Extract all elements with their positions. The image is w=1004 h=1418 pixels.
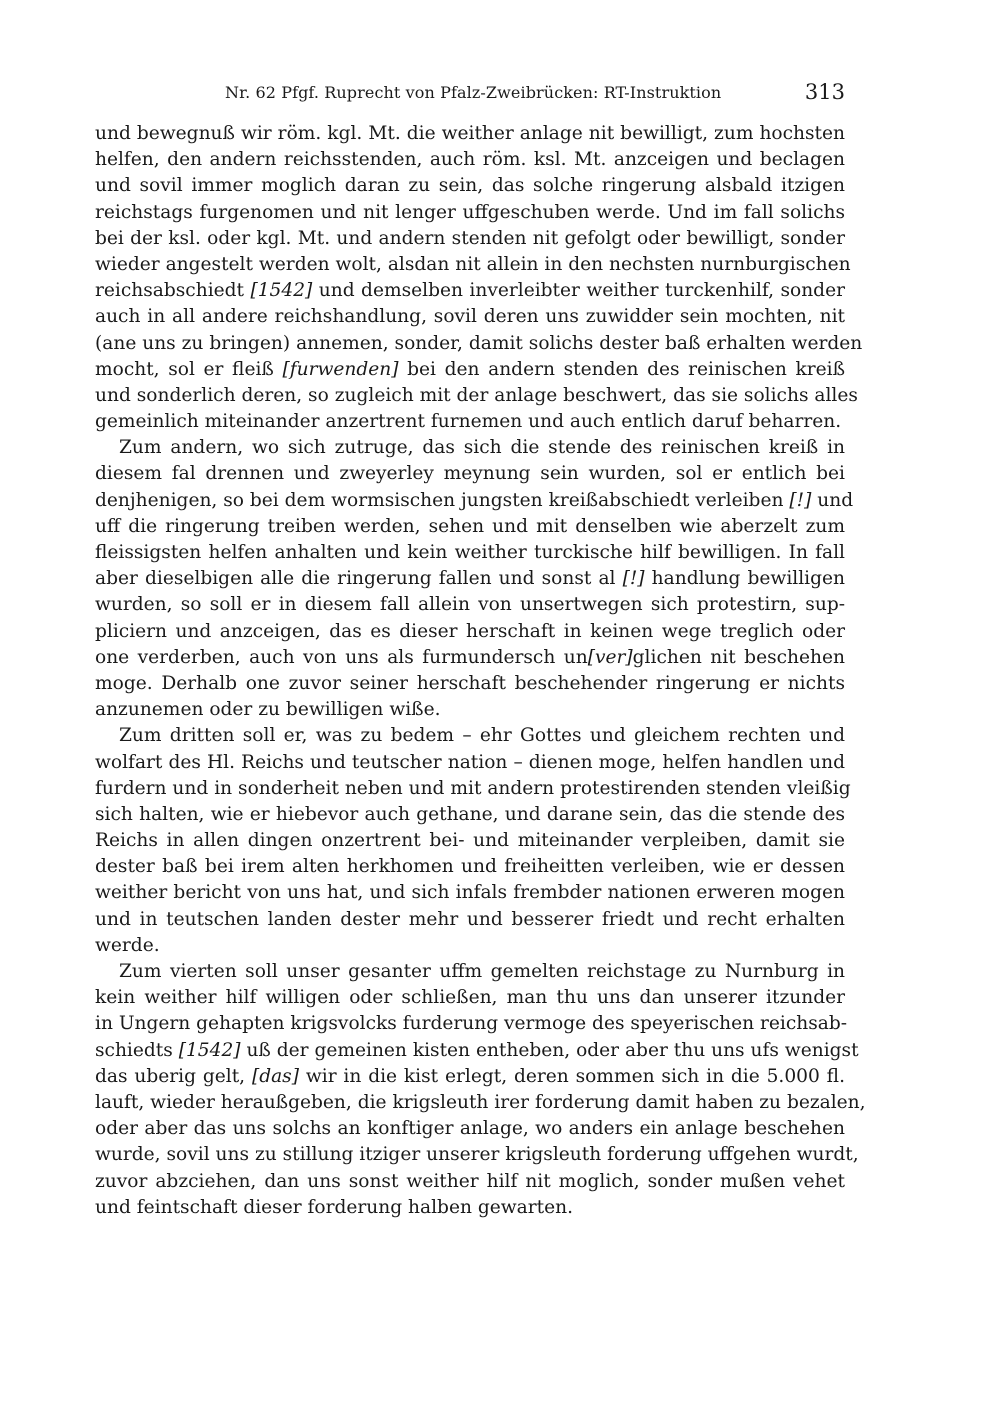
text-line: reichstags furgenomen und nit lenger uffgeschuben werde. Und im fall solichs	[95, 201, 845, 223]
body-text	[95, 121, 866, 1221]
editorial-insertion: [das]	[251, 1065, 299, 1087]
text-line: uff die ringerung treiben werden, sehen und mit denselben wie aberzelt zum	[95, 515, 845, 537]
text-line: dester baß bei irem alten herkhomen und freiheitten verleiben, wie er dessen	[95, 856, 845, 878]
text-line: weither bericht von uns hat, und sich infals frembder nationen erweren mogen	[95, 882, 845, 904]
text-line: wolfart des Hl. Reichs und teutscher nation – dienen moge, helfen handlen und	[95, 751, 845, 773]
text-line: reichsabschiedt [1542] und demselben inverleibter weither turckenhilf, sonder	[95, 280, 845, 302]
text-line: schiedts [1542] uß der gemeinen kisten entheben, oder aber thu uns ufs wenigst	[95, 1039, 859, 1061]
paragraph	[95, 723, 851, 959]
text-line: moge. Derhalb one zuvor seiner herschaft beschehender ringerung er nichts	[95, 672, 845, 694]
text-line: helfen, den andern reichsstenden, auch röm. ksl. Mt. anzceigen und beclagen	[95, 149, 845, 171]
page-number: 313	[804, 80, 845, 104]
text-line: und feintschaft dieser forderung halben gewarten.	[95, 1196, 573, 1218]
text-line: bei der ksl. oder kgl. Mt. und andern stenden nit gefolgt oder bewilligt, sonder	[95, 227, 845, 249]
text-line: aber dieselbigen alle die ringerung fallen und sonst al [!] handlung bewilligen	[95, 568, 845, 590]
header-title: Nr. 62 Pfgf. Ruprecht von Pfalz-Zweibrücken: RT-Instruktion	[225, 83, 722, 102]
editorial-insertion: [1542]	[250, 280, 313, 302]
text-line: Zum vierten soll unser gesanter uffm gemelten reichstage zu Nurnburg in	[119, 961, 845, 982]
text-line: werde.	[95, 934, 160, 956]
text-line: pliciern und anzceigen, das es dieser herschaft in keinen wege treglich oder	[95, 620, 845, 642]
text-line: anzunemen oder zu bewilligen wiße.	[95, 699, 441, 721]
text-line: auch in all andere reichshandlung, sovil deren uns zuwidder sein mochten, nit	[95, 306, 845, 328]
text-line: furdern und in sonderheit neben und mit andern protestirenden stenden vleißig	[95, 777, 851, 799]
text-line: sich halten, wie er hiebevor auch gethane, und darane sein, das die stende des	[95, 803, 845, 825]
text-line: zuvor abzciehen, dan uns sonst weither hilf nit moglich, sonder mußen vehet	[95, 1170, 845, 1192]
editorial-insertion: [ver]	[587, 646, 633, 668]
text-line: Reichs in allen dingen onzertrent bei- und miteinander verpleiben, damit sie	[95, 830, 845, 852]
text-line: diesem fal drennen und zweyerley meynung sein wurden, sol er entlich bei	[95, 463, 845, 485]
paragraph	[95, 435, 854, 723]
text-line: und in teutschen landen dester mehr und besserer friedt und recht erhalten	[95, 908, 845, 930]
running-header	[95, 80, 845, 110]
text-line: oder aber das uns solchs an konftiger anlage, wo anders ein anlage beschehen	[95, 1118, 845, 1140]
paragraph	[95, 121, 863, 435]
text-line: Zum andern, wo sich zutruge, das sich die stende des reinischen kreiß in	[119, 437, 845, 459]
text-line: denjhenigen, so bei dem wormsischen jungsten kreißabschiedt verleiben [!] und	[95, 489, 854, 511]
text-line: wurde, sovil uns zu stillung itziger unserer krigsleuth forderung uffgehen wurdt,	[95, 1144, 859, 1166]
editorial-insertion: [!]	[789, 489, 812, 511]
editorial-insertion: [1542]	[178, 1039, 241, 1061]
text-line: das uberig gelt, [das] wir in die kist erlegt, deren sommen sich in die 5.000 fl.	[95, 1065, 845, 1087]
text-line: gemeinlich miteinander anzertrent furnemen und auch entlich daruf beharren.	[95, 411, 842, 433]
text-line: und sovil immer moglich daran zu sein, das solche ringerung alsbald itzigen	[95, 175, 845, 197]
text-line: kein weither hilf willigen oder schließen, man thu uns dan unserer itzunder	[95, 987, 845, 1009]
paragraph	[95, 959, 866, 1221]
text-line: lauft, wieder heraußgeben, die krigsleuth irer forderung damit haben zu bezalen,	[95, 1091, 866, 1113]
text-line: one verderben, auch von uns als furmundersch un[ver]glichen nit beschehen	[95, 646, 845, 668]
text-line: und bewegnuß wir röm. kgl. Mt. die weither anlage nit bewilligt, zum hochsten	[95, 123, 845, 144]
text-line: mocht, sol er fleiß [furwenden] bei den andern stenden des reinischen kreiß	[95, 358, 845, 380]
text-line: fleissigsten helfen anhalten und kein weither turckische hilf bewilligen. In fall	[95, 542, 845, 563]
text-line: Zum dritten soll er, was zu bedem – ehr Gottes und gleichem rechten und	[119, 725, 845, 747]
text-line: in Ungern gehapten krigsvolcks furderung vermoge des speyerischen reichsab-	[95, 1013, 848, 1035]
text-line: wieder angestelt werden wolt, alsdan nit allein in den nechsten nurnburgischen	[95, 253, 851, 275]
editorial-insertion: [furwenden]	[282, 358, 399, 380]
editorial-insertion: [!]	[622, 568, 645, 590]
text-line: wurden, so soll er in diesem fall allein von unsertwegen sich protestirn, sup-	[95, 594, 845, 616]
text-line: (ane uns zu bringen) annemen, sonder, damit solichs dester baß erhalten werden	[95, 332, 863, 354]
text-line: und sonderlich deren, so zugleich mit der anlage beschwert, das sie solichs alles	[95, 384, 858, 406]
